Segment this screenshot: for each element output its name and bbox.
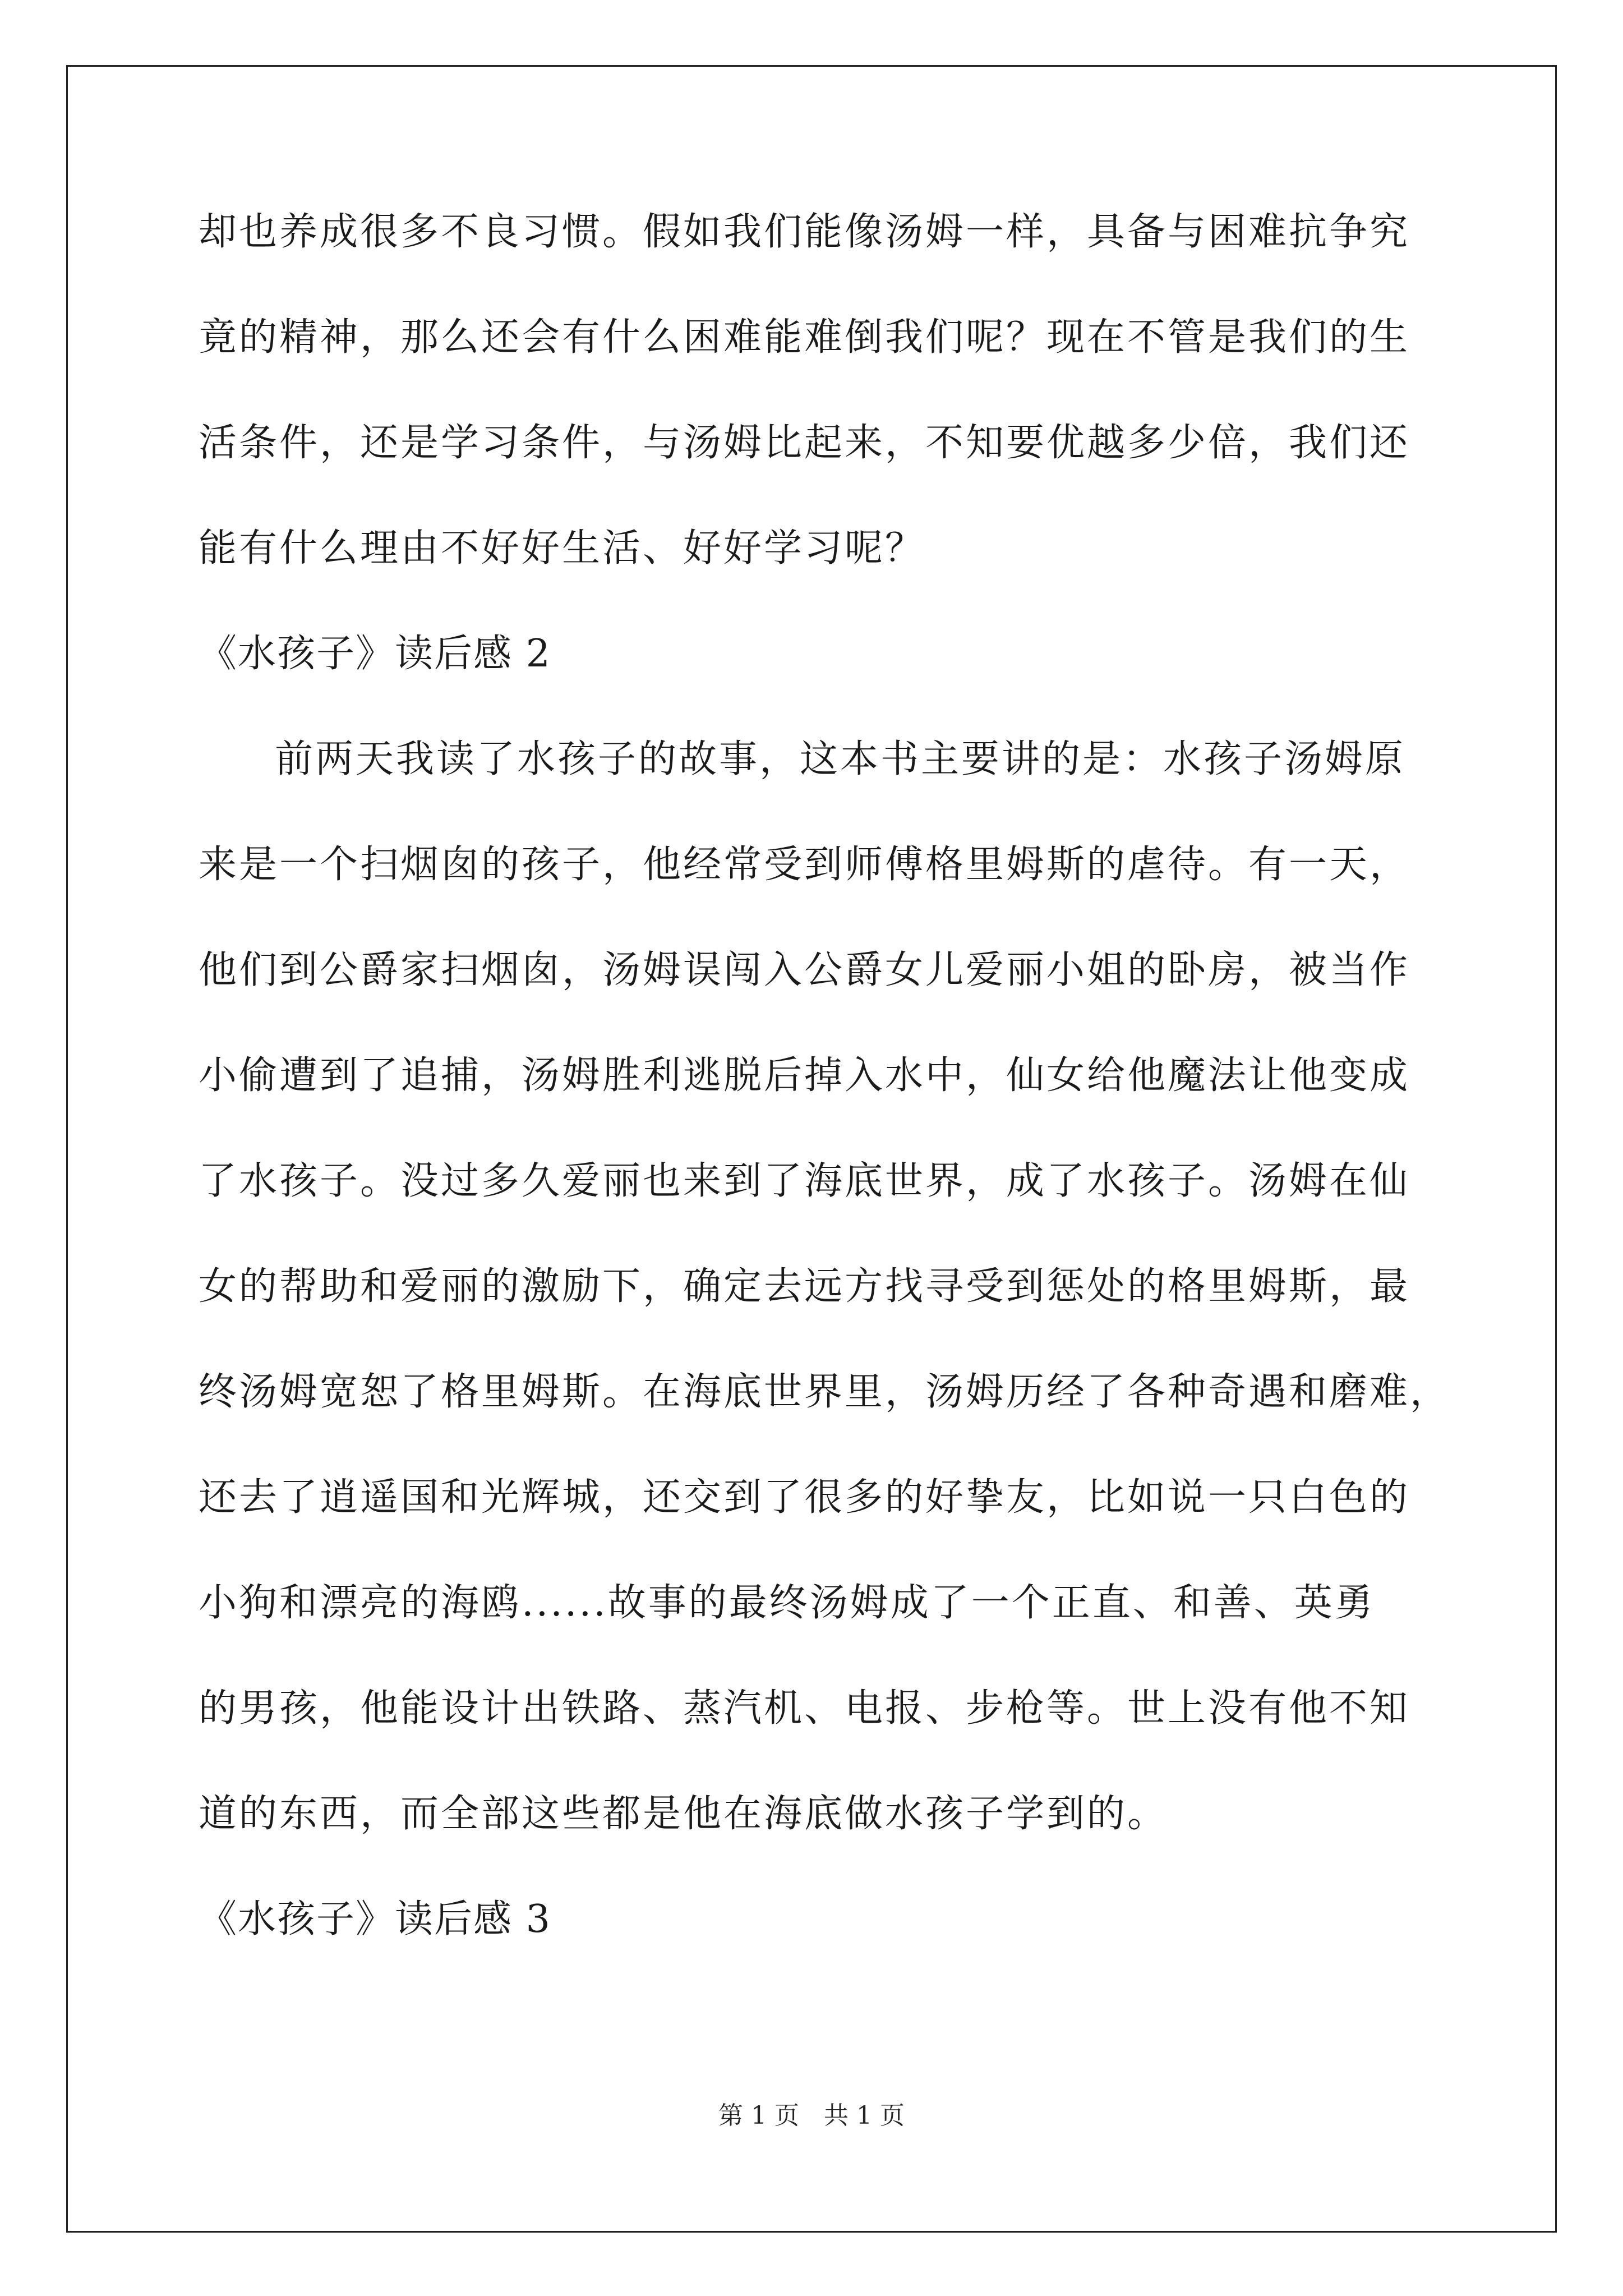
body-line: 来是一个扫烟囱的孩子，他经常受到师傅格里姆斯的虐待。有一天， (199, 843, 1410, 887)
body-line: 还去了逍遥国和光辉城，还交到了很多的好挚友，比如说一只白色的 (199, 1475, 1410, 1520)
body-line: 的男孩，他能设计出铁路、蒸汽机、电报、步枪等。世上没有他不知 (199, 1686, 1410, 1731)
body-line: 竟的精神，那么还会有什么困难能难倒我们呢？现在不管是我们的生 (199, 315, 1410, 360)
body-line: 活条件，还是学习条件，与汤姆比起来，不知要优越多少倍，我们还 (199, 421, 1410, 465)
page-count: 共 1 页 (824, 2101, 905, 2130)
body-line: 终汤姆宽恕了格里姆斯。在海底世界里，汤姆历经了各种奇遇和磨难， (199, 1370, 1451, 1414)
body-line: 小狗和漂亮的海鸥......故事的最终汤姆成了一个正直、和善、英勇 (199, 1581, 1375, 1625)
page-number: 第 1 页 (718, 2101, 799, 2130)
section-heading: 《水孩子》读后感 3 (199, 1897, 551, 1941)
body-line: 了水孩子。没过多久爱丽也来到了海底世界，成了水孩子。汤姆在仙 (199, 1159, 1410, 1203)
body-line: 他们到公爵家扫烟囱，汤姆误闯入公爵女儿爱丽小姐的卧房，被当作 (199, 948, 1410, 992)
body-line: 道的东西，而全部这些都是他在海底做水孩子学到的。 (199, 1792, 1168, 1836)
document-body (199, 210, 1460, 2006)
body-line: 能有什么理由不好好生活、好好学习呢？ (199, 526, 926, 570)
page-footer (0, 2101, 1623, 2130)
body-line: 小偷遭到了追捕，汤姆胜利逃脱后掉入水中，仙女给他魔法让他变成 (199, 1053, 1410, 1098)
section-heading: 《水孩子》读后感 2 (199, 632, 551, 676)
body-line: 前两天我读了水孩子的故事，这本书主要讲的是：水孩子汤姆原 (275, 737, 1406, 781)
body-line: 女的帮助和爱丽的激励下，确定去远方找寻受到惩处的格里姆斯，最 (199, 1264, 1410, 1309)
body-line: 却也养成很多不良习惯。假如我们能像汤姆一样，具备与困难抗争究 (199, 210, 1410, 254)
